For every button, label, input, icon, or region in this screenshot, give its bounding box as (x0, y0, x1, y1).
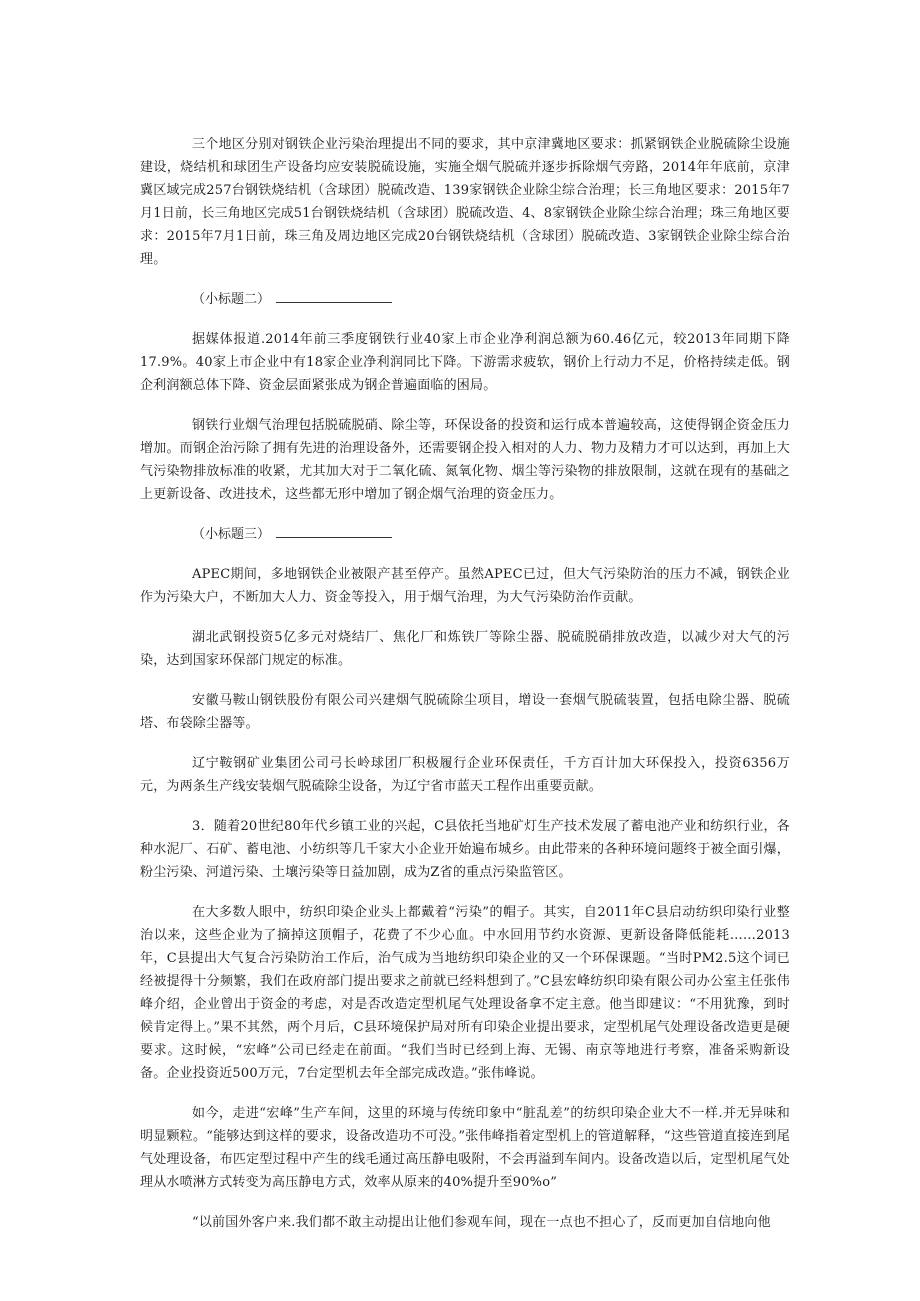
subtitle-two-blank (276, 290, 392, 303)
subtitle-two (140, 288, 790, 311)
paragraph-foreign-clients: “以前国外客户来.我们都不敢主动提出让他们参观车间，现在一点也不担心了，反而更加自信地向他 (192, 1215, 771, 1230)
paragraph-flue-gas-treatment: 钢铁行业烟气治理包括脱硫脱硝、除尘等，环保设备的投资和运行成本普遍较高，这使得钢企资金压力增加。而钢企治污除了拥有先进的治理设备外，还需要钢企投入相对的人力、物力及精力才可以达到，再加上大气污染物排放标准的收紧，尤其加大对于二氧化硫、氮氧化物、烟尘等污染物的排放限制，这就在现有的基础之上更新设备、改进技术，这些都无形中增加了钢企烟气治理的资金压力。 (140, 418, 790, 502)
paragraph-wisco: 湖北武钢投资5亿多元对烧结厂、焦化厂和炼铁厂等除尘器、脱硫脱硝排放改造，以减少对大气的污染，达到国家环保部门规定的标准。 (140, 630, 790, 668)
paragraph-textile-dyeing: 在大多数人眼中，纺织印染企业头上都戴着“污染”的帽子。其实，自2011年C县启动纺织印染行业整治以来，这些企业为了摘掉这顶帽子，花费了不少心血。中水回用节约水资源、更新设备降低能耗……2013年，C县提出大气复合污染防治工作后，治气成为当地纺织印染企业的又一个环保课题。“当时PM2.5这个词已经被提得十分频繁，我们在政府部门提出要求之前就已经料想到了。”C县宏峰纺织印染有限公司办公室主任张伟峰介绍，企业曾出于资金的考虑，对是否改造定型机尾气处理设备拿不定主意。他当即建议：“不用犹豫，到时候肯定得上。”果不其然，两个月后，C县环境保护局对所有印染企业提出要求，定型机尾气处理设备改造更是硬要求。这时候，“宏峰”公司已经走在前面。“我们当时已经到上海、无锡、南京等地进行考察，准备采购新设备。企业投资近500万元，7台定型机去年全部完成改造。”张伟峰说。 (140, 905, 790, 1081)
subtitle-two-label: （小标题二） (192, 292, 271, 307)
subtitle-three-label: （小标题三） (192, 527, 271, 542)
paragraph-workshop: 如今，走进“宏峰”生产车间，这里的环境与传统印象中“脏乱差”的纺织印染企业大不一样.并无异味和明显颗粒。“能够达到这样的要求，设备改造功不可没。”张伟峰指着定型机上的管道解释，“这些管道直接连到尾气处理设备，布匹定型过程中产生的线毛通过高压静电吸附，不会再溢到车间内。设备改造以后，定型机尾气处理从水喷淋方式转变为高压静电方式，效率从原来的40%提升至90%o” (140, 1106, 790, 1190)
paragraph-regional-requirements: 三个地区分别对钢铁企业污染治理提出不同的要求，其中京津冀地区要求：抓紧钢铁企业脱硫除尘设施建设，烧结机和球团生产设备均应安装脱硫设施，实施全烟气脱硫并逐步拆除烟气旁路，2014年年底前，京津冀区域完成257台钢铁烧结机（含球团）脱硫改造、139家钢铁企业除尘综合治理；长三角地区要求：2015年7月1日前，长三角地区完成51台钢铁烧结机（含球团）脱硫改造、4、8家钢铁企业除尘综合治理；珠三角地区要求：2015年7月1日前，珠三角及周边地区完成20台钢铁烧结机（含球团）脱硫改造、3家钢铁企业除尘综合治理。 (140, 137, 790, 267)
paragraph-county-industry: 3．随着20世纪80年代乡镇工业的兴起，C县依托当地矿灯生产技术发展了蓄电池产业和纺织行业，各种水泥厂、石矿、蓄电池、小纺织等几千家大小企业开始遍布城乡。由此带来的各种环境问题终于被全面引爆，粉尘污染、河道污染、土壤污染等日益加剧，成为Z省的重点污染监管区。 (140, 819, 790, 880)
paragraph-apec: APEC期间，多地钢铁企业被限产甚至停产。虽然APEC已过，但大气污染防治的压力不减，钢铁企业作为污染大户，不断加大人力、资金等投入，用于烟气治理，为大气污染防治作贡献。 (140, 567, 790, 605)
subtitle-three (140, 523, 790, 546)
paragraph-masteel: 安徽马鞍山钢铁股份有限公司兴建烟气脱硫除尘项目，增设一套烟气脱硫装置，包括电除尘器、脱硫塔、布袋除尘器等。 (140, 693, 790, 731)
document-page (140, 133, 790, 1234)
paragraph-media-report: 据媒体报道.2014年前三季度钢铁行业40家上市企业净利润总额为60.46亿元，较2013年同期下降17.9%。40家上市企业中有18家企业净利润同比下降。下游需求疲软，钢价上行动力不足，价格持续走低。钢企利润额总体下降、资金层面紧张成为钢企普遍面临的困局。 (140, 332, 790, 393)
subtitle-three-blank (276, 525, 392, 538)
paragraph-ansteel: 辽宁鞍钢矿业集团公司弓长岭球团厂积极履行企业环保责任，千方百计加大环保投入，投资6356万元，为两条生产线安装烟气脱硫除尘设备，为辽宁省市蓝天工程作出重要贡献。 (140, 756, 790, 794)
